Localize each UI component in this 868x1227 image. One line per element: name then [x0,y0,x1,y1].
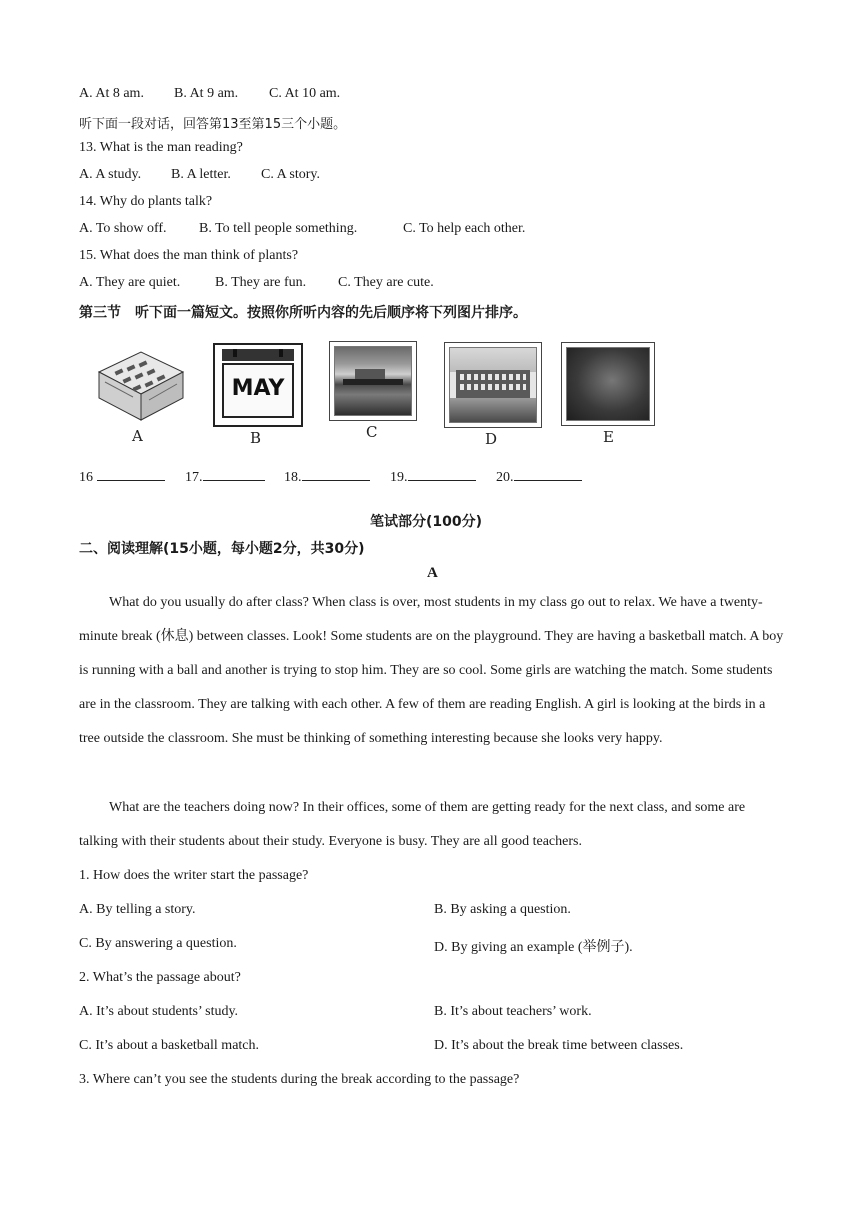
classroom-3d-icon [93,342,188,426]
picture-c-label: C [366,423,378,441]
q15-option-a: A. They are quiet. [79,275,181,290]
dark-photo-icon [566,347,650,421]
q2-option-c: C. It’s about a basketball match. [79,1038,260,1053]
q1-stem: 1. How does the writer start the passage? [79,868,309,883]
q1-option-c: C. By answering a question. [79,936,237,951]
picture-a [93,342,188,426]
q12-option-a: A. At 8 am. [79,86,144,101]
passage-paragraph-1: What do you usually do after class? When class is over, most students in my class go out to relax. We have a twenty-minute break (休息) between classes. Look! Some students are on the playground. They are having a basketball match. A boy is running with a ball and another is trying to stop him. They are so cool. Some girls are watching the match. Some students are in the classroom. They are talking with each other. A few of them are reading English. A girl is looking at the birds in a tree outside the classroom. She must be thinking of something interesting because she looks very happy. [79,595,784,746]
calendar-may-icon [219,349,297,421]
q13-option-a: A. A study. [79,167,142,182]
q15-stem: 15. What does the man think of plants? [79,248,299,263]
blank-17-number: 17. [185,470,203,485]
q1-option-a: A. By telling a story. [79,902,196,917]
landscape-photo-icon [334,346,412,416]
blank-20-number: 20. [496,470,514,485]
q13-option-b: B. A letter. [171,167,231,182]
q1-option-d: D. By giving an example (举例子). [434,940,633,955]
q15-option-b: B. They are fun. [215,275,307,290]
q3-stem: 3. Where can’t you see the students during the break according to the passage? [79,1072,520,1087]
written-section-title: 笔试部分(100分) [370,514,483,530]
q14-stem: 14. Why do plants talk? [79,194,213,209]
blank-20[interactable] [496,468,582,486]
picture-d-label: D [485,430,498,448]
q2-option-a: A. It’s about students’ study. [79,1004,239,1019]
reading-section-title: 二、阅读理解(15小题，每小题2分，共30分) [79,541,365,557]
blank-18-number: 18. [284,470,302,485]
passage-paragraph-2: What are the teachers doing now? In their offices, some of them are getting ready for the next class, and some are talking with their students about their study. Everyone is busy. They are all good teachers. [79,800,746,849]
blank-19[interactable] [390,468,476,486]
blank-16[interactable] [79,468,165,486]
school-building-icon [449,347,537,423]
picture-d [444,342,542,428]
q2-option-b: B. It’s about teachers’ work. [434,1004,592,1019]
passage-letter: A [427,565,438,581]
picture-b-label: B [250,429,262,447]
calendar-month-text: MAY [231,376,285,401]
instruction-13-15: 听下面一段对话，回答第13至第15三个小题。 [79,117,347,132]
blank-16-number: 16 [79,470,93,485]
q1-option-b: B. By asking a question. [434,902,571,917]
picture-a-label: A [132,427,143,445]
blank-17[interactable] [185,468,265,486]
q12-option-c: C. At 10 am. [269,86,341,101]
picture-b [213,343,303,427]
picture-e-label: E [603,428,614,446]
q13-option-c: C. A story. [261,167,320,182]
q2-stem: 2. What’s the passage about? [79,970,241,985]
q2-option-d: D. It’s about the break time between classes. [434,1038,684,1053]
q14-option-a: A. To show off. [79,221,167,236]
q14-option-c: C. To help each other. [403,221,526,236]
picture-c [329,341,417,421]
q14-option-b: B. To tell people something. [199,221,358,236]
q12-option-b: B. At 9 am. [174,86,239,101]
blank-18[interactable] [284,468,370,486]
q15-option-c: C. They are cute. [338,275,434,290]
blank-19-number: 19. [390,470,408,485]
q13-stem: 13. What is the man reading? [79,140,243,155]
picture-e [561,342,655,426]
section3-title: 第三节 听下面一篇短文。按照你所听内容的先后顺序将下列图片排序。 [79,305,527,321]
